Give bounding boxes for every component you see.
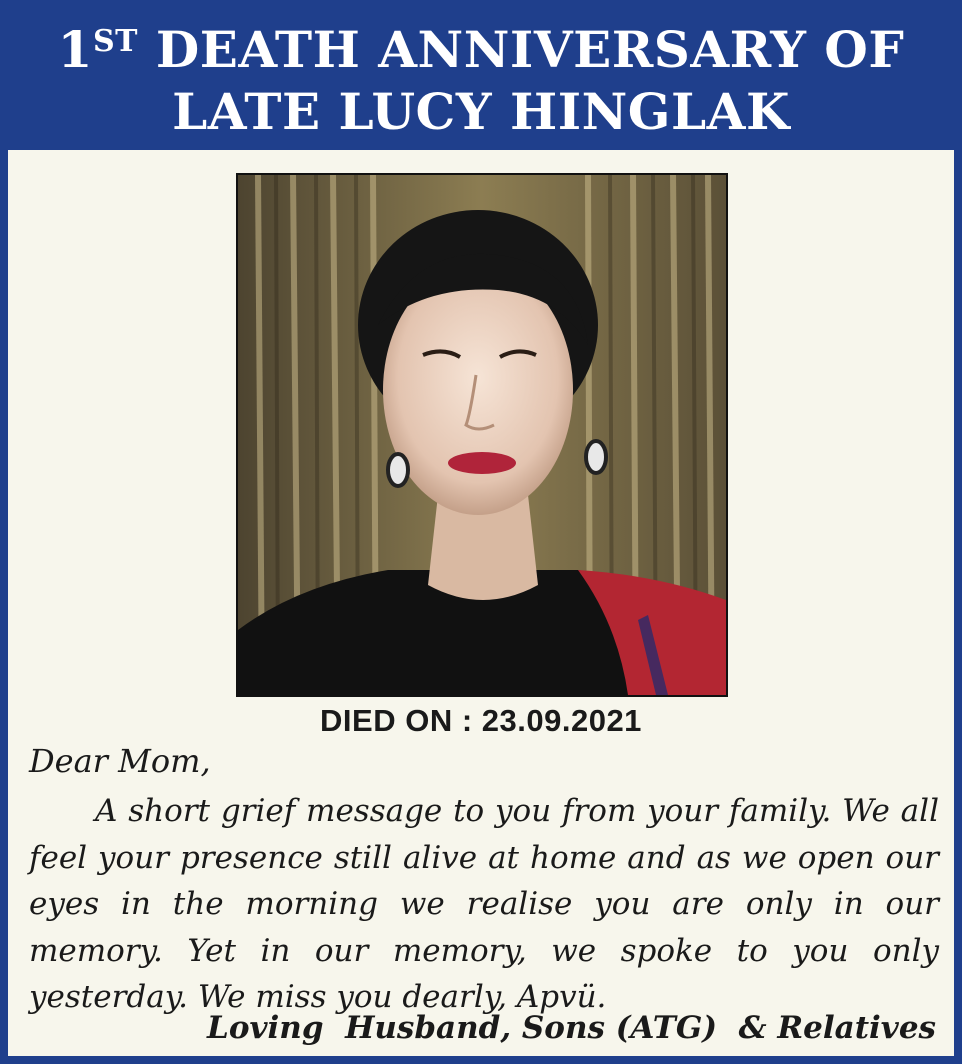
signoff: Loving Husband, Sons (ATG) & Relatives bbox=[207, 1010, 936, 1046]
date-of-death: DIED ON : 23.09.2021 bbox=[320, 703, 642, 738]
ordinal-number: 1 bbox=[57, 20, 93, 79]
ordinal-suffix: ST bbox=[92, 24, 138, 59]
portrait-photo-icon bbox=[238, 175, 726, 695]
grief-message: A short grief message to you from your family. We all feel your presence still alive at home and as we open our eyes in the morning we realise you are only in our memory. Yet in our memory, we spoke to you only yesterday. We miss you dearly, Apvü. bbox=[29, 793, 939, 1015]
headline-line-2: LATE LUCY HINGLAK bbox=[172, 82, 790, 141]
notice-header bbox=[0, 0, 962, 150]
portrait-photo bbox=[236, 173, 728, 697]
salutation: Dear Mom, bbox=[29, 742, 211, 780]
headline-line-1 bbox=[0, 22, 962, 78]
headline-text: DEATH ANNIVERSARY OF bbox=[137, 20, 905, 79]
content-panel bbox=[8, 150, 954, 1056]
